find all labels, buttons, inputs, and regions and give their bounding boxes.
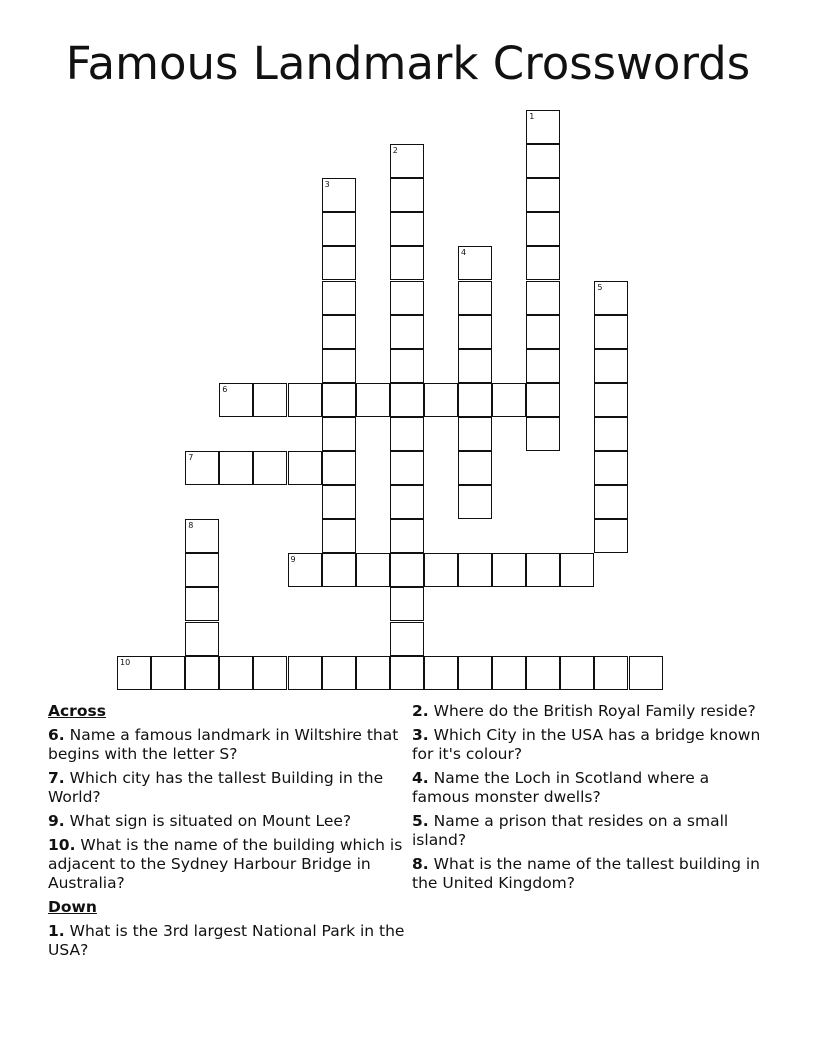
clue-across-6: [48, 726, 408, 764]
crossword-cell[interactable]: [526, 212, 560, 246]
crossword-cell[interactable]: [526, 553, 560, 587]
clue-text: What is the name of the building which is adjacent to the Sydney Harbour Bridge in Australia?: [48, 836, 403, 892]
crossword-cell[interactable]: [322, 519, 356, 553]
clue-number: 8.: [412, 855, 429, 873]
crossword-cell[interactable]: [219, 656, 253, 690]
clue-text: Which City in the USA has a bridge known for it's colour?: [412, 726, 761, 763]
crossword-cell[interactable]: [356, 553, 390, 587]
crossword-cell[interactable]: [390, 212, 424, 246]
crossword-cell[interactable]: [594, 281, 628, 315]
crossword-cell[interactable]: [219, 383, 253, 417]
crossword-cell[interactable]: [322, 417, 356, 451]
crossword-cell[interactable]: [288, 553, 322, 587]
crossword-cell[interactable]: [594, 485, 628, 519]
cell-number: 3: [324, 180, 330, 190]
crossword-cell[interactable]: [594, 417, 628, 451]
page-title: Famous Landmark Crosswords: [65, 37, 751, 90]
crossword-cell[interactable]: [185, 553, 219, 587]
crossword-cell[interactable]: [492, 553, 526, 587]
crossword-cell[interactable]: [390, 178, 424, 212]
clue-text: What sign is situated on Mount Lee?: [69, 812, 352, 830]
clue-down-2: [412, 702, 768, 721]
clue-text: What is the name of the tallest building in the United Kingdom?: [412, 855, 761, 892]
crossword-cell[interactable]: [526, 349, 560, 383]
crossword-cell[interactable]: [458, 349, 492, 383]
crossword-cell[interactable]: [458, 417, 492, 451]
crossword-cell[interactable]: [594, 519, 628, 553]
crossword-cell[interactable]: [322, 383, 356, 417]
clue-text: Where do the British Royal Family reside?: [433, 702, 756, 720]
clue-across-7: [48, 769, 408, 807]
crossword-cell[interactable]: [560, 553, 594, 587]
cell-number: 8: [188, 521, 194, 531]
crossword-cell[interactable]: [322, 315, 356, 349]
crossword-cell[interactable]: [356, 656, 390, 690]
clue-down-5: [412, 812, 768, 850]
crossword-cell[interactable]: [185, 622, 219, 656]
clue-text: Name a famous landmark in Wiltshire that begins with the letter S?: [48, 726, 399, 763]
cell-number: 5: [597, 282, 603, 292]
crossword-cell[interactable]: [594, 383, 628, 417]
cell-number: 4: [461, 248, 467, 258]
crossword-cell[interactable]: [458, 383, 492, 417]
crossword-cell[interactable]: [322, 553, 356, 587]
clue-number: 10.: [48, 836, 76, 854]
clue-number: 3.: [412, 726, 429, 744]
crossword-cell[interactable]: [458, 553, 492, 587]
crossword-cell[interactable]: [288, 656, 322, 690]
clue-text: Name a prison that resides on a small island?: [412, 812, 729, 849]
crossword-cell[interactable]: [526, 281, 560, 315]
crossword-cell[interactable]: [322, 178, 356, 212]
crossword-cell[interactable]: [253, 451, 287, 485]
crossword-cell[interactable]: [390, 485, 424, 519]
clue-across-9: [48, 812, 408, 831]
crossword-cell[interactable]: [526, 246, 560, 280]
clues-left-column: [48, 702, 408, 965]
crossword-cell[interactable]: [492, 383, 526, 417]
crossword-cell[interactable]: [390, 451, 424, 485]
crossword-cell[interactable]: [458, 246, 492, 280]
crossword-cell[interactable]: [185, 519, 219, 553]
crossword-cell[interactable]: [424, 553, 458, 587]
clue-number: 2.: [412, 702, 429, 720]
crossword-cell[interactable]: [390, 417, 424, 451]
clue-text: What is the 3rd largest National Park in the USA?: [48, 922, 405, 959]
crossword-cell[interactable]: [390, 281, 424, 315]
clue-number: 9.: [48, 812, 65, 830]
crossword-cell[interactable]: [322, 485, 356, 519]
crossword-cell[interactable]: [288, 383, 322, 417]
crossword-cell[interactable]: [185, 656, 219, 690]
crossword-cell[interactable]: [288, 451, 322, 485]
clue-text: Which city has the tallest Building in the World?: [48, 769, 384, 806]
crossword-cell[interactable]: [458, 281, 492, 315]
crossword-cell[interactable]: [185, 451, 219, 485]
clue-down-4: [412, 769, 768, 807]
crossword-cell[interactable]: [526, 417, 560, 451]
crossword-cell[interactable]: [322, 281, 356, 315]
crossword-cell[interactable]: [356, 383, 390, 417]
crossword-cell[interactable]: [526, 144, 560, 178]
crossword-cell[interactable]: [390, 587, 424, 621]
crossword-cell[interactable]: [458, 485, 492, 519]
crossword-cell[interactable]: [322, 349, 356, 383]
crossword-cell[interactable]: [390, 315, 424, 349]
across-heading: Across: [48, 702, 106, 720]
crossword-cell[interactable]: [117, 656, 151, 690]
crossword-cell[interactable]: [458, 656, 492, 690]
crossword-cell[interactable]: [151, 656, 185, 690]
crossword-cell[interactable]: [594, 451, 628, 485]
clue-number: 1.: [48, 922, 65, 940]
crossword-cell[interactable]: [390, 553, 424, 587]
crossword-cell[interactable]: [253, 383, 287, 417]
crossword-cell[interactable]: [322, 212, 356, 246]
crossword-cell[interactable]: [390, 656, 424, 690]
crossword-cell[interactable]: [390, 519, 424, 553]
crossword-cell[interactable]: [322, 246, 356, 280]
clue-down-3: [412, 726, 768, 764]
crossword-cell[interactable]: [526, 178, 560, 212]
crossword-cell[interactable]: [219, 451, 253, 485]
crossword-cell[interactable]: [390, 383, 424, 417]
crossword-cell[interactable]: [594, 315, 628, 349]
crossword-cell[interactable]: [458, 451, 492, 485]
crossword-cell[interactable]: [424, 656, 458, 690]
crossword-cell[interactable]: [560, 656, 594, 690]
crossword-cell[interactable]: [390, 246, 424, 280]
clue-text: Name the Loch in Scotland where a famous monster dwells?: [412, 769, 710, 806]
crossword-cell[interactable]: [424, 383, 458, 417]
crossword-cell[interactable]: [185, 587, 219, 621]
clue-number: 4.: [412, 769, 429, 787]
crossword-cell[interactable]: [526, 656, 560, 690]
cell-number: 10: [120, 657, 131, 667]
crossword-cell[interactable]: [390, 144, 424, 178]
clue-down-8: [412, 855, 768, 893]
crossword-cell[interactable]: [526, 110, 560, 144]
cell-number: 9: [290, 555, 296, 565]
crossword-cell[interactable]: [390, 622, 424, 656]
crossword-cell[interactable]: [526, 383, 560, 417]
crossword-cell[interactable]: [390, 349, 424, 383]
crossword-cell[interactable]: [526, 315, 560, 349]
crossword-cell[interactable]: [458, 315, 492, 349]
cell-number: 1: [529, 112, 535, 121]
down-heading: Down: [48, 898, 97, 916]
cell-number: 6: [222, 384, 228, 394]
clue-number: 5.: [412, 812, 429, 830]
clue-number: 6.: [48, 726, 65, 744]
cell-number: 7: [188, 453, 194, 462]
crossword-cell[interactable]: [322, 656, 356, 690]
crossword-cell[interactable]: [322, 451, 356, 485]
clue-number: 7.: [48, 769, 65, 787]
crossword-cell[interactable]: [594, 349, 628, 383]
clue-across-10: [48, 836, 408, 893]
cell-number: 2: [392, 146, 398, 156]
crossword-cell[interactable]: [253, 656, 287, 690]
clues-right-column: [412, 702, 768, 898]
crossword-cell[interactable]: [492, 656, 526, 690]
clue-down-1: [48, 922, 408, 960]
crossword-cell[interactable]: [629, 656, 663, 690]
crossword-cell[interactable]: [594, 656, 628, 690]
